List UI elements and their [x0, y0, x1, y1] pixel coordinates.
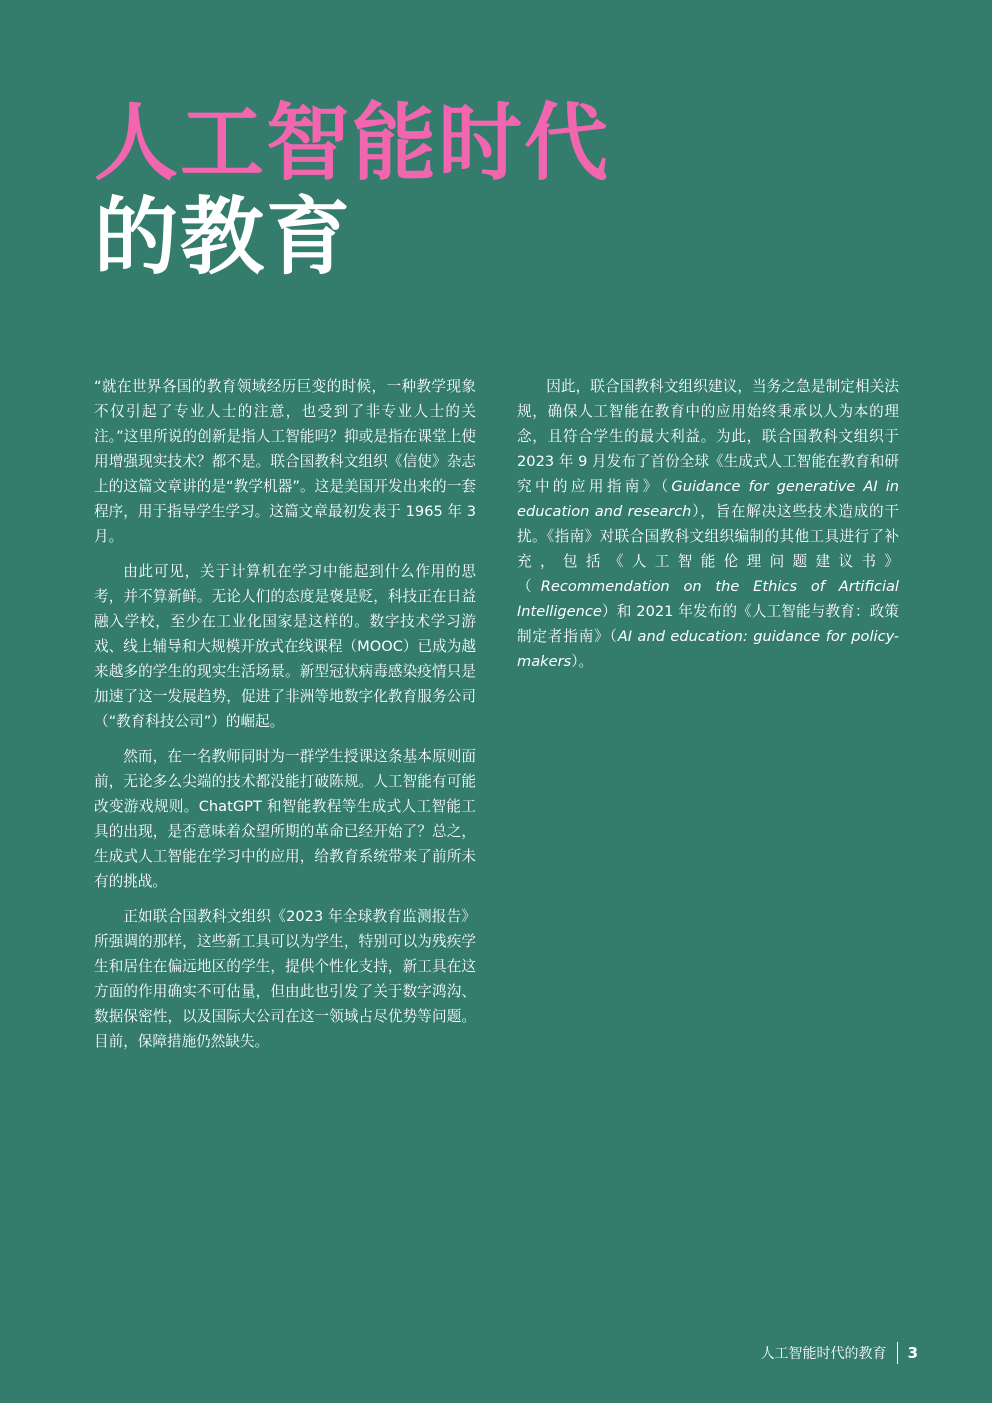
page-footer [761, 1340, 918, 1366]
text-run: 因此，联合国教科文组织建议，当务之急是制定相关法规，确保人工智能在教育中的应用始终秉承以人为本的理念，且符合学生的最大利益。为此，联合国教科文组织于 2023 年 9 月发布了首份全球《生成式人工智能在教育和研究中的应用指南》（ [517, 378, 899, 495]
text-run: ）。 [571, 653, 594, 670]
paragraph: 然而，在一名教师同时为一群学生授课这条基本原则面前，无论多么尖端的技术都没能打破陈规。人工智能有可能改变游戏规则。ChatGPT 和智能教程等生成式人工智能工具的出现，是否意味着众望所期的革命已经开始了？总之，生成式人工智能在学习中的应用，给教育系统带来了前所未有的挑战。 [94, 748, 476, 890]
italic-title: AI and education: guidance for policy-makers [517, 628, 899, 670]
paragraph [517, 374, 899, 674]
page-title [94, 96, 610, 284]
paragraph: “就在世界各国的教育领域经历巨变的时候，一种教学现象不仅引起了专业人士的注意，也受到了非专业人士的关注。”这里所说的创新是指人工智能吗？抑或是指在课堂上使用增强现实技术？都不是。联合国教科文组织《信使》杂志上的这篇文章讲的是“教学机器”。这是美国开发出来的一套程序，用于指导学生学习。这篇文章最初发表于 1965 年 3 月。 [94, 378, 476, 545]
italic-title: Recommendation on the Ethics of Artificial Intelligence [517, 578, 899, 620]
left-column [94, 374, 476, 1064]
title-line-2: 的教育 [94, 188, 353, 286]
page-number: 3 [907, 1344, 918, 1362]
right-column [517, 374, 899, 684]
footer-divider [897, 1342, 898, 1364]
text-run: ），旨在解决这些技术造成的干扰。《指南》对联合国教科文组织编制的其他工具进行了补充，包括《人工智能伦理问题建议书》（ [517, 503, 899, 595]
paragraph: 正如联合国教科文组织《2023 年全球教育监测报告》所强调的那样，这些新工具可以为学生，特别可以为残疾学生和居住在偏远地区的学生，提供个性化支持，新工具在这方面的作用确实不可估量，但由此也引发了关于数字鸿沟、数据保密性，以及国际大公司在这一领域占尽优势等问题。目前，保障措施仍然缺失。 [94, 908, 476, 1050]
running-title: 人工智能时代的教育 [760, 1346, 887, 1362]
title-line-1: 人工智能时代 [94, 94, 611, 192]
italic-title: Guidance for generative AI in education and research [517, 478, 900, 520]
paragraph: 由此可见，关于计算机在学习中能起到什么作用的思考，并不算新鲜。无论人们的态度是褒是贬，科技正在日益融入学校，至少在工业化国家是这样的。数字技术学习游戏、线上辅导和大规模开放式在线课程（MOOC）已成为越来越多的学生的现实生活场景。新型冠状病毒感染疫情只是加速了这一发展趋势，促进了非洲等地数字化教育服务公司（“教育科技公司”）的崛起。 [94, 563, 476, 730]
text-run: ）和 2021 年发布的《人工智能与教育：政策制定者指南》（ [517, 603, 899, 645]
